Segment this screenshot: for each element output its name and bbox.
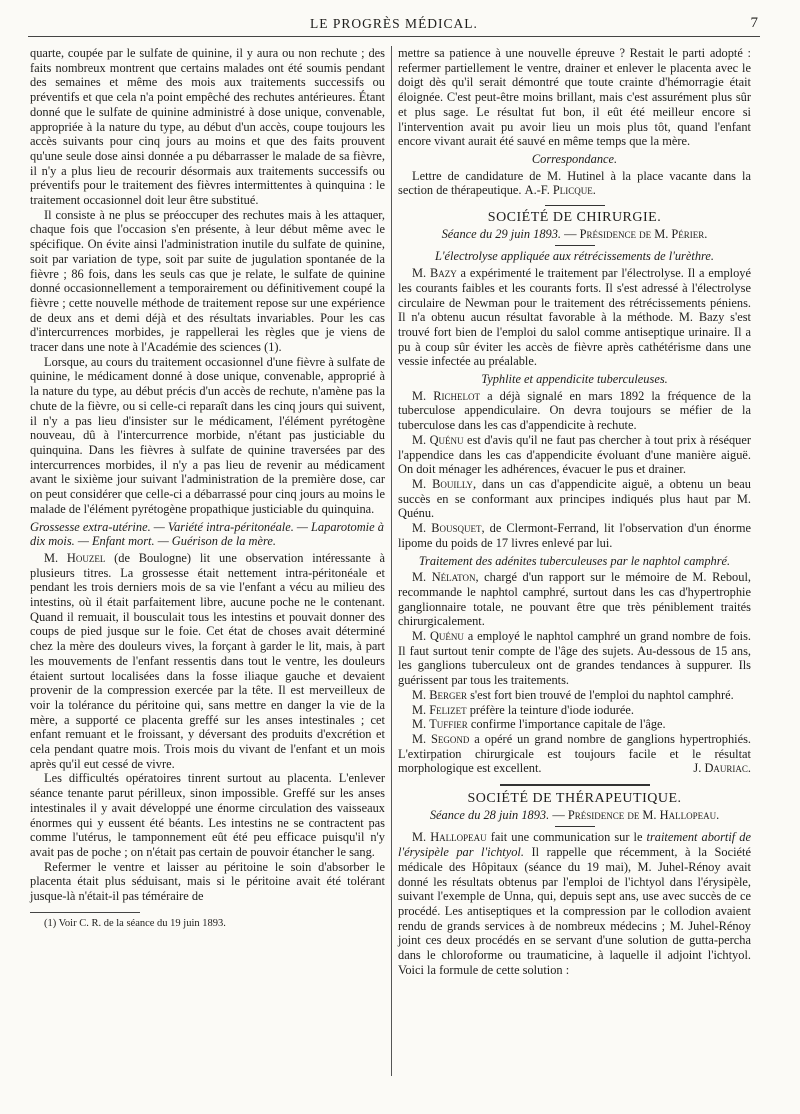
paragraph-text: est d'avis qu'il ne faut pas chercher à tout prix à réséquer l'appendice dans les cas d'appendicite évoluant d'une manière aiguë. On doit ménager les adhérences, évacuer le pus et drainer. bbox=[398, 432, 751, 477]
abbrev-m: M. bbox=[412, 717, 427, 732]
signature: J. Dauriac. bbox=[693, 761, 751, 776]
seance-line bbox=[398, 808, 751, 823]
abbrev-m: M. bbox=[412, 570, 427, 585]
paragraph-bousquet bbox=[398, 521, 751, 550]
paragraph-quenu-2 bbox=[398, 629, 751, 688]
page-header bbox=[28, 12, 760, 37]
signature: A.-F. Plicque. bbox=[524, 183, 596, 198]
section-heading-grossesse: Grossesse extra-utérine. — Variété intra-péritonéale. — Laparotomie à dix mois. — Enfant mort. — Guérison de la mère. bbox=[30, 519, 384, 549]
author-name: Segond bbox=[431, 731, 470, 746]
separator-rule bbox=[500, 784, 650, 786]
author-name: Quénu bbox=[429, 629, 464, 644]
paragraph-text: , de Clermont-Ferrand, lit l'observation d'un énorme lipome du poids de 17 livres enlevé par lui. bbox=[398, 521, 751, 550]
separator-rule bbox=[555, 245, 595, 246]
journal-title: LE PROGRÈS MÉDICAL. bbox=[310, 16, 478, 31]
presidence: — Présidence de M. Hallopeau. bbox=[552, 807, 720, 822]
paragraph: Refermer le ventre et laisser au péritoine le soin d'absorber le placenta était plus séduisant, mais si le péritoine avait été tolérant jusque-là n'était-il pas téméraire de bbox=[30, 859, 385, 904]
abbrev-m: M. bbox=[412, 521, 427, 536]
paragraph-text: Il rappelle que récemment, à la Société médicale des Hôpitaux (séance du 19 mai), M. Juhel-Rénoy avait donné les résultats obtenus par l'emploi de l'ichtyol dans l'érysipèle, suivant l'exemple de Unna, qui, depuis sept ans, use avec succès de ce procédé. Les antiseptiques et la compression par le collodion avaient rendu de grands services à de nombreux médecins ; M. Juhel-Rénoy joint ces deux procédés en se servant d'une solution de gutta-percha dans le chloroforme ou traumaticine, à laquelle il adjoint l'ichtyol. Voici la formule de cette solution : bbox=[398, 845, 751, 977]
paragraph-text: (de Boulogne) lit une observation intéressante à plusieurs titres. La grossesse était nettement intra-péritonéale et pendant les trois derniers mois de sa vie l'enfant a vécu au milieu des intestins, où il était parfaitement libre, aucune poche ne le contenant. Quand il remuait, il bousculait tous les intestins et pouvait donner des coups de pied jusque sur le foie. Cet état de choses avait déterminé chez la mère des douleurs vives, la forçant à garder le lit, mais, à part les mouvements de l'enfant ressentis dans tout le ventre, les douleurs étaient surtout localisées dans la fosse iliaque gauche et devaient provenir de la compression exercée par la tête. Il est merveilleux de voir la tolérance du péritoine qui, sans mettre en danger la vie de la mère, a supporté ce placenta greffé sur les anses intestinales ; cet enfant remuant et le froissant, y déversant des produits d'excrétion et cela pendant quatre mois. Trois mois du vivant de l'enfant et un mois après qu'il eut cessé de vivre. bbox=[30, 550, 385, 771]
paragraph-richelot bbox=[398, 389, 751, 433]
paragraph-text: s'est fort bien trouvé de l'emploi du naphtol camphré. bbox=[470, 687, 734, 702]
paragraph-text: Lettre de candidature de M. Hutinel à la place vacante dans la section de thérapeutique. bbox=[398, 168, 751, 198]
paragraph-text: fait une communication sur le bbox=[490, 830, 643, 845]
right-column bbox=[398, 46, 751, 977]
section-heading-electrolyse: L'électrolyse appliquée aux rétrécissements de l'urèthre. bbox=[435, 249, 714, 264]
paragraph-nelaton bbox=[398, 570, 751, 629]
paragraph: mettre sa patience à une nouvelle épreuve ? Restait le parti adopté : refermer partiellement le ventre, drainer et enlever le placenta avec le doigt dès qu'il serait démontré que toute crainte d'hémorragie était éloignée. C'est peut-être moins brillant, mais c'est assurément plus sûr et plus sage. Le résultat fut bon, il eût été meilleur encore si l'intervention avait pu avoir lieu un mois plus tôt, quand l'enfant encore vivant aurait été sauvé en même temps que la mère. bbox=[398, 46, 751, 149]
seance-date: Séance du 28 juin 1893. bbox=[429, 807, 550, 822]
footnote: (1) Voir C. R. de la séance du 19 juin 1893. bbox=[44, 917, 226, 929]
separator-rule bbox=[555, 826, 595, 827]
author-name: Bazy bbox=[429, 266, 457, 281]
seance-line bbox=[398, 227, 751, 242]
separator-rule bbox=[545, 205, 605, 206]
paragraph-bouilly bbox=[398, 477, 751, 521]
paragraph-felizet bbox=[398, 703, 751, 718]
abbrev-m: M. bbox=[412, 629, 427, 644]
paragraph-tuffier bbox=[398, 717, 751, 732]
author-name: Bousquet bbox=[431, 521, 482, 536]
author-name: Nélaton bbox=[431, 570, 476, 585]
paragraph-text: , chargé d'un rapport sur le mémoire de M. Reboul, recommande le naphtol camphré, surtout dans les cas d'hypertrophie ganglionnaire totale, ne pouvant être que très péniblement traités chirurgicalement. bbox=[398, 570, 751, 629]
paragraph-segond bbox=[398, 732, 751, 776]
abbrev-m: M. bbox=[412, 432, 427, 447]
paragraph-text: a opéré un grand nombre de ganglions hypertrophiés. L'extirpation chirurgicale est toujours facile et le résultat morphologique est excellent. bbox=[398, 731, 751, 776]
society-title-therapeutique: SOCIÉTÉ DE THÉRAPEUTIQUE. bbox=[467, 791, 682, 807]
section-heading-adenites: Traitement des adénites tuberculeuses par le naphtol camphré. bbox=[418, 553, 731, 568]
paragraph-hallopeau bbox=[398, 830, 751, 977]
author-name: Tuffier bbox=[429, 717, 468, 732]
abbrev-m: M. bbox=[412, 388, 427, 403]
author-name: Felizet bbox=[429, 702, 467, 717]
communication-title: traitement abortif de l'érysipèle par l'ichtyol. bbox=[398, 830, 751, 860]
paragraph-quenu bbox=[398, 433, 751, 477]
abbrev-m: M. bbox=[412, 687, 427, 702]
abbrev-m: M. bbox=[412, 830, 427, 845]
abbrev-m: M. bbox=[412, 476, 427, 491]
page-number: 7 bbox=[750, 15, 758, 31]
paragraph-berger bbox=[398, 688, 751, 703]
paragraph-text: , dans un cas d'appendicite aiguë, a obtenu un beau succès en se conformant aux principes indiqués plus haut par M. Quénu. bbox=[398, 476, 751, 521]
paragraph: quarte, coupée par le sulfate de quinine, il y aura ou non rechute ; des faits nombreux montrent que certains malades ont été soumis pendant des semaines et même des mois aux traitements successifs ou préventifs et que cela n'a point empêché des rechutes antérieures. Étant donné que le sulfate de quinine administré à dose unique, convenable, appropriée à la nature du type, au début d'un accès, coupe toujours les accès suivants pour cinq jours au moins et que des faits prouvent qu'une seule dose ainsi donnée a pu débarrasser le malade de sa fièvre, il n'y a plus lieu de recourir désormais aux traitements successifs ou préventifs pour le traitement des fièvres intermittentes à quinquina : le traitement occasionnel doit leur être substitué. bbox=[30, 46, 385, 208]
section-heading-typhlite: Typhlite et appendicite tuberculeuses. bbox=[481, 372, 668, 387]
paragraph-text: confirme l'importance capitale de l'âge. bbox=[470, 717, 666, 732]
section-heading-correspondance: Correspondance. bbox=[531, 151, 618, 166]
left-column bbox=[30, 46, 385, 931]
abbrev-m: M. bbox=[412, 702, 427, 717]
author-name: Hallopeau bbox=[430, 830, 487, 845]
presidence: — Présidence de M. Périer. bbox=[564, 226, 708, 241]
abbrev-m: M. bbox=[412, 731, 427, 746]
paragraph-correspondance bbox=[398, 169, 751, 198]
column-divider bbox=[391, 46, 392, 1076]
author-name: Richelot bbox=[433, 388, 480, 403]
footnote-rule bbox=[30, 912, 140, 913]
society-title-chirurgie: SOCIÉTÉ DE CHIRURGIE. bbox=[487, 210, 662, 226]
author-name: Quénu bbox=[429, 432, 464, 447]
paragraph-text: préfère la teinture d'iode iodurée. bbox=[469, 702, 634, 717]
paragraph-text: a déjà signalé en mars 1892 la fréquence de la tuberculose appendiculaire. On devra toujours se méfier de la tuberculose dans les cas d'appendicite à rechute. bbox=[398, 388, 752, 433]
paragraph: Il consiste à ne plus se préoccuper des rechutes mais à les attaquer, chaque fois que l'occasion s'en présente, à leur début même avec le spécifique. On évite ainsi l'administration inutile du sulfate de quinine, soit par variation de type, soit par suite de jugulation spontanée de la fièvre ; 86 fois, dans les seuls cas que je relate, le sulfate de quinine donné occasionnellement a temporairement ou définitivement coupé la fièvre ; cette nouvelle méthode de traitement repose sur une expérience de deux ans et demi déjà et des résultats invariables. Pour les cas d'intercurrences morbides, je rappellerai les règles que je viens de tracer dans une note à l'Académie des sciences (1). bbox=[30, 207, 385, 355]
abbrev-m: M. bbox=[412, 266, 427, 281]
paragraph-text: a employé le naphtol camphré un grand nombre de fois. Il faut surtout tenir compte de l'âge des sujets. Au-dessous de 15 ans, les ganglions tuberculeux ont de grandes tendances à suppurer. Ils guérissent par tous les traitements. bbox=[398, 629, 751, 688]
author-name: Bouilly bbox=[432, 476, 473, 491]
paragraph: Les difficultés opératoires tinrent surtout au placenta. L'enlever séance tenante parut périlleux, sinon impossible. Greffé sur les anses intestinales il y avait développé une énorme circulation des vaisseaux énormes qui y eussent été béants. Les intestins ne se contractent pas comme l'utérus, le tamponnement eût été peu efficace puisqu'il n'y avait pas de poche ; on n'était pas certain de pouvoir étancher le sang. bbox=[30, 771, 385, 859]
paragraph: Lorsque, au cours du traitement occasionnel d'une fièvre à sulfate de quinine, le médicament donné à dose unique, convenable, approprié à la nature du type, au début précis d'un accès de rechute, n'amène pas la chute de la fièvre, ou si celle-ci reparaît dans les cinq jours qui suivent, il n'y a pas lieu d'insister sur le médicament, l'élément pyrétogène nouveau, dû à l'intercurrence morbide, n'étant pas justiciable du quinquina. Dans les fièvres à sulfate de quinine traversées par des intercurrences morbides, il n'y a pas lieu de revenir au médicament avant le sixième jour suivant l'administration de la première dose, car on peut considérer que celle-ci a débarrassé pour cinq jours au moins le malade de l'élément pyrétogène propathique justiciable du quinquina. bbox=[30, 354, 385, 516]
paragraph-houzel bbox=[30, 551, 385, 772]
seance-date: Séance du 29 juin 1893. bbox=[441, 226, 562, 241]
paragraph-text: a expérimenté le traitement par l'électrolyse. Il a employé les courants faibles et les courants forts. Il s'est adressé à l'électrolyse circulaire de Newman pour le traitement des rétrécissements péniens. Il n'a obtenu aucun résultat favorable à la méthode. M. Bazy s'est trouvé fort bien de l'emploi du salol comme antiseptique urinaire. Il a pu à coup sûr éviter les accès de fièvre après cathétérisme dans une vessie infectée au préalable. bbox=[398, 266, 751, 369]
abbrev-m: M. bbox=[44, 550, 59, 565]
paragraph-bazy bbox=[398, 266, 751, 369]
author-name: Houzel bbox=[66, 550, 106, 565]
author-name: Berger bbox=[429, 687, 467, 702]
